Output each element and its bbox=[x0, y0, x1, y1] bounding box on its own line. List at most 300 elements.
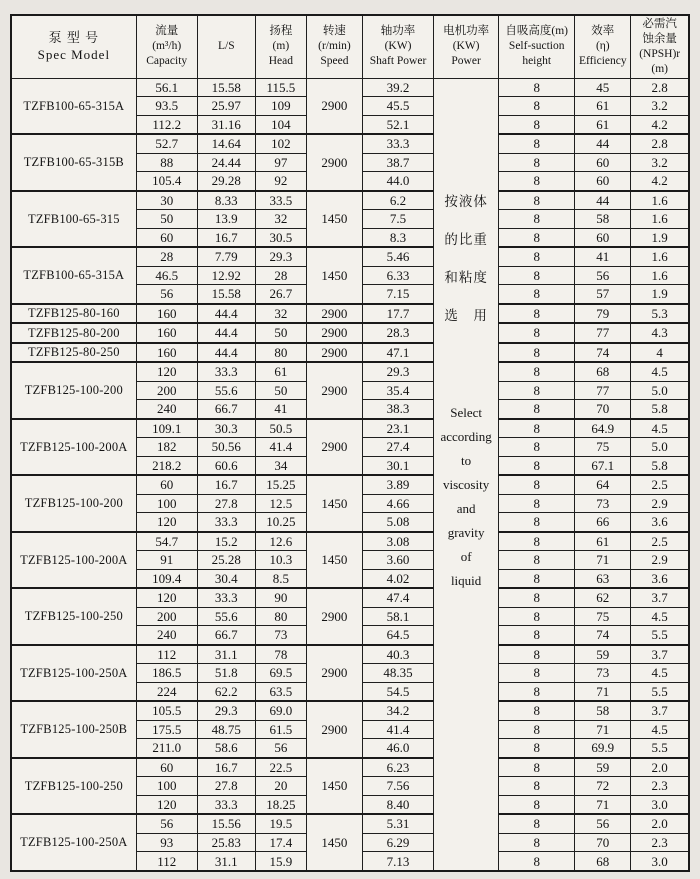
cell-model: TZFB125-100-250B bbox=[11, 701, 136, 757]
cell-suction-height: 8 bbox=[499, 97, 575, 115]
cell-suction-height: 8 bbox=[499, 551, 575, 569]
cell-npsh: 4.3 bbox=[631, 323, 689, 343]
cell-capacity: 56 bbox=[136, 814, 197, 833]
cell-npsh: 4.5 bbox=[631, 607, 689, 625]
cell-model: TZFB125-100-200A bbox=[11, 532, 136, 588]
cell-capacity: 52.7 bbox=[136, 134, 197, 153]
cell-ls: 50.56 bbox=[197, 438, 255, 456]
cell-efficiency: 61 bbox=[575, 532, 631, 551]
cell-suction-height: 8 bbox=[499, 381, 575, 399]
cell-ls: 25.28 bbox=[197, 551, 255, 569]
cell-ls: 66.7 bbox=[197, 400, 255, 419]
cell-ls: 33.3 bbox=[197, 362, 255, 381]
col-header-shaft-power: 轴功率 (KW) Shaft Power bbox=[362, 15, 433, 78]
cell-model: TZFB125-100-200 bbox=[11, 362, 136, 418]
cell-efficiency: 69.9 bbox=[575, 739, 631, 758]
cell-head: 92 bbox=[255, 172, 306, 191]
cell-shaft-power: 8.40 bbox=[362, 795, 433, 814]
cell-npsh: 1.6 bbox=[631, 247, 689, 266]
cell-ls: 33.3 bbox=[197, 513, 255, 532]
cell-efficiency: 77 bbox=[575, 381, 631, 399]
cell-head: 41.4 bbox=[255, 438, 306, 456]
cell-head: 80 bbox=[255, 607, 306, 625]
cell-shaft-power: 4.02 bbox=[362, 569, 433, 588]
cell-suction-height: 8 bbox=[499, 400, 575, 419]
cell-capacity: 175.5 bbox=[136, 720, 197, 738]
cell-ls: 13.9 bbox=[197, 210, 255, 228]
cell-shaft-power: 4.66 bbox=[362, 494, 433, 512]
cell-efficiency: 64 bbox=[575, 475, 631, 494]
cell-suction-height: 8 bbox=[499, 777, 575, 795]
cell-efficiency: 62 bbox=[575, 588, 631, 607]
cell-head: 115.5 bbox=[255, 78, 306, 96]
cell-head: 15.9 bbox=[255, 852, 306, 871]
col-header-suction-height: 自吸高度(m) Self-suction height bbox=[499, 15, 575, 78]
cell-npsh: 4.5 bbox=[631, 664, 689, 682]
cell-ls: 33.3 bbox=[197, 588, 255, 607]
cell-suction-height: 8 bbox=[499, 438, 575, 456]
cell-suction-height: 8 bbox=[499, 682, 575, 701]
cell-npsh: 2.5 bbox=[631, 475, 689, 494]
cell-speed: 2900 bbox=[306, 323, 362, 343]
cell-capacity: 112 bbox=[136, 852, 197, 871]
cell-shaft-power: 39.2 bbox=[362, 78, 433, 96]
cell-speed: 2900 bbox=[306, 304, 362, 324]
cell-ls: 25.97 bbox=[197, 97, 255, 115]
cell-shaft-power: 28.3 bbox=[362, 323, 433, 343]
cell-head: 61 bbox=[255, 362, 306, 381]
cell-capacity: 54.7 bbox=[136, 532, 197, 551]
cell-capacity: 30 bbox=[136, 191, 197, 210]
col-header-npsh: 必需汽 蚀余量 (NPSH)r (m) bbox=[631, 15, 689, 78]
col-header-capacity: 流量 (m³/h) Capacity bbox=[136, 15, 197, 78]
col-header-motor-power: 电机功率 (KW) Power bbox=[434, 15, 499, 78]
cell-suction-height: 8 bbox=[499, 532, 575, 551]
cell-npsh: 3.2 bbox=[631, 153, 689, 171]
cell-shaft-power: 47.1 bbox=[362, 343, 433, 363]
cell-shaft-power: 23.1 bbox=[362, 419, 433, 438]
cell-capacity: 160 bbox=[136, 343, 197, 363]
cell-shaft-power: 47.4 bbox=[362, 588, 433, 607]
cell-ls: 31.16 bbox=[197, 115, 255, 134]
table-row bbox=[11, 247, 689, 266]
cell-head: 50 bbox=[255, 381, 306, 399]
cell-head: 73 bbox=[255, 626, 306, 645]
cell-ls: 51.8 bbox=[197, 664, 255, 682]
cell-efficiency: 70 bbox=[575, 400, 631, 419]
cell-suction-height: 8 bbox=[499, 247, 575, 266]
cell-suction-height: 8 bbox=[499, 607, 575, 625]
cell-shaft-power: 6.29 bbox=[362, 833, 433, 851]
cell-ls: 48.75 bbox=[197, 720, 255, 738]
cell-npsh: 4.5 bbox=[631, 362, 689, 381]
cell-ls: 24.44 bbox=[197, 153, 255, 171]
cell-suction-height: 8 bbox=[499, 720, 575, 738]
cell-speed: 2900 bbox=[306, 343, 362, 363]
cell-shaft-power: 52.1 bbox=[362, 115, 433, 134]
table-row bbox=[11, 191, 689, 210]
cell-ls: 62.2 bbox=[197, 682, 255, 701]
cell-capacity: 120 bbox=[136, 795, 197, 814]
cell-suction-height: 8 bbox=[499, 814, 575, 833]
cell-efficiency: 70 bbox=[575, 833, 631, 851]
cell-head: 17.4 bbox=[255, 833, 306, 851]
cell-motor-power-note bbox=[434, 78, 499, 871]
table-row bbox=[11, 78, 689, 96]
cell-capacity: 88 bbox=[136, 153, 197, 171]
cell-capacity: 100 bbox=[136, 494, 197, 512]
cell-efficiency: 58 bbox=[575, 701, 631, 720]
cell-npsh: 5.5 bbox=[631, 682, 689, 701]
cell-capacity: 160 bbox=[136, 304, 197, 324]
cell-ls: 15.58 bbox=[197, 285, 255, 304]
cell-shaft-power: 54.5 bbox=[362, 682, 433, 701]
cell-head: 50 bbox=[255, 323, 306, 343]
cell-efficiency: 72 bbox=[575, 777, 631, 795]
cell-npsh: 1.9 bbox=[631, 285, 689, 304]
cell-shaft-power: 38.7 bbox=[362, 153, 433, 171]
cell-head: 56 bbox=[255, 739, 306, 758]
cell-ls: 55.6 bbox=[197, 381, 255, 399]
cell-suction-height: 8 bbox=[499, 228, 575, 247]
cell-ls: 31.1 bbox=[197, 852, 255, 871]
cell-model: TZFB125-100-250 bbox=[11, 758, 136, 814]
cell-suction-height: 8 bbox=[499, 115, 575, 134]
cell-ls: 29.3 bbox=[197, 701, 255, 720]
table-row bbox=[11, 304, 689, 324]
cell-head: 80 bbox=[255, 343, 306, 363]
cell-efficiency: 44 bbox=[575, 134, 631, 153]
cell-suction-height: 8 bbox=[499, 833, 575, 851]
cell-capacity: 100 bbox=[136, 777, 197, 795]
cell-head: 32 bbox=[255, 304, 306, 324]
cell-npsh: 5.5 bbox=[631, 739, 689, 758]
cell-shaft-power: 7.15 bbox=[362, 285, 433, 304]
cell-ls: 8.33 bbox=[197, 191, 255, 210]
cell-shaft-power: 6.23 bbox=[362, 758, 433, 777]
cell-shaft-power: 58.1 bbox=[362, 607, 433, 625]
table-body bbox=[11, 78, 689, 871]
cell-ls: 27.8 bbox=[197, 494, 255, 512]
cell-npsh: 5.8 bbox=[631, 400, 689, 419]
cell-npsh: 5.0 bbox=[631, 381, 689, 399]
cell-capacity: 109.4 bbox=[136, 569, 197, 588]
cell-efficiency: 59 bbox=[575, 645, 631, 664]
cell-shaft-power: 27.4 bbox=[362, 438, 433, 456]
cell-head: 109 bbox=[255, 97, 306, 115]
pump-spec-table bbox=[10, 14, 690, 872]
cell-npsh: 3.2 bbox=[631, 97, 689, 115]
cell-efficiency: 71 bbox=[575, 720, 631, 738]
cell-npsh: 5.8 bbox=[631, 456, 689, 475]
cell-efficiency: 74 bbox=[575, 343, 631, 363]
cell-capacity: 56 bbox=[136, 285, 197, 304]
cell-speed: 1450 bbox=[306, 191, 362, 247]
cell-suction-height: 8 bbox=[499, 210, 575, 228]
cell-speed: 1450 bbox=[306, 475, 362, 531]
cell-head: 69.5 bbox=[255, 664, 306, 682]
cell-capacity: 112 bbox=[136, 645, 197, 664]
cell-head: 30.5 bbox=[255, 228, 306, 247]
cell-capacity: 56.1 bbox=[136, 78, 197, 96]
cell-npsh: 2.0 bbox=[631, 758, 689, 777]
cell-shaft-power: 48.35 bbox=[362, 664, 433, 682]
cell-speed: 1450 bbox=[306, 247, 362, 303]
cell-model: TZFB100-65-315A bbox=[11, 247, 136, 303]
cell-ls: 16.7 bbox=[197, 758, 255, 777]
cell-shaft-power: 3.89 bbox=[362, 475, 433, 494]
cell-capacity: 120 bbox=[136, 362, 197, 381]
table-row bbox=[11, 532, 689, 551]
header-row bbox=[11, 15, 689, 78]
cell-npsh: 2.5 bbox=[631, 532, 689, 551]
cell-suction-height: 8 bbox=[499, 172, 575, 191]
cell-efficiency: 56 bbox=[575, 266, 631, 284]
cell-capacity: 60 bbox=[136, 475, 197, 494]
cell-efficiency: 71 bbox=[575, 682, 631, 701]
cell-efficiency: 73 bbox=[575, 664, 631, 682]
cell-shaft-power: 5.08 bbox=[362, 513, 433, 532]
cell-npsh: 2.3 bbox=[631, 777, 689, 795]
cell-shaft-power: 8.3 bbox=[362, 228, 433, 247]
cell-npsh: 3.6 bbox=[631, 569, 689, 588]
col-header-speed: 转速 (r/min) Speed bbox=[306, 15, 362, 78]
cell-capacity: 93.5 bbox=[136, 97, 197, 115]
cell-capacity: 112.2 bbox=[136, 115, 197, 134]
col-header-head: 扬程 (m) Head bbox=[255, 15, 306, 78]
cell-suction-height: 8 bbox=[499, 664, 575, 682]
cell-model: TZFB125-100-250A bbox=[11, 645, 136, 701]
cell-ls: 16.7 bbox=[197, 228, 255, 247]
cell-npsh: 1.6 bbox=[631, 191, 689, 210]
cell-efficiency: 73 bbox=[575, 494, 631, 512]
cell-npsh: 4.2 bbox=[631, 115, 689, 134]
cell-ls: 33.3 bbox=[197, 795, 255, 814]
cell-head: 29.3 bbox=[255, 247, 306, 266]
cell-ls: 27.8 bbox=[197, 777, 255, 795]
table-row bbox=[11, 645, 689, 664]
cell-capacity: 105.5 bbox=[136, 701, 197, 720]
power-note-chinese: 按液体 的比重 和粘度 选 用 bbox=[444, 193, 488, 323]
cell-capacity: 109.1 bbox=[136, 419, 197, 438]
cell-model: TZFB125-100-250 bbox=[11, 588, 136, 644]
cell-ls: 7.79 bbox=[197, 247, 255, 266]
cell-suction-height: 8 bbox=[499, 852, 575, 871]
cell-capacity: 160 bbox=[136, 323, 197, 343]
cell-speed: 2900 bbox=[306, 78, 362, 134]
table-row bbox=[11, 343, 689, 363]
cell-shaft-power: 5.46 bbox=[362, 247, 433, 266]
cell-efficiency: 75 bbox=[575, 607, 631, 625]
cell-capacity: 224 bbox=[136, 682, 197, 701]
cell-speed: 2900 bbox=[306, 419, 362, 475]
cell-capacity: 50 bbox=[136, 210, 197, 228]
cell-head: 78 bbox=[255, 645, 306, 664]
cell-shaft-power: 33.3 bbox=[362, 134, 433, 153]
cell-suction-height: 8 bbox=[499, 513, 575, 532]
cell-head: 20 bbox=[255, 777, 306, 795]
cell-ls: 31.1 bbox=[197, 645, 255, 664]
cell-shaft-power: 3.60 bbox=[362, 551, 433, 569]
cell-suction-height: 8 bbox=[499, 626, 575, 645]
cell-npsh: 5.3 bbox=[631, 304, 689, 324]
cell-efficiency: 60 bbox=[575, 228, 631, 247]
cell-efficiency: 56 bbox=[575, 814, 631, 833]
cell-ls: 44.4 bbox=[197, 304, 255, 324]
cell-npsh: 4 bbox=[631, 343, 689, 363]
cell-suction-height: 8 bbox=[499, 739, 575, 758]
col-header-ls: L/S bbox=[197, 15, 255, 78]
cell-capacity: 120 bbox=[136, 588, 197, 607]
cell-npsh: 2.9 bbox=[631, 551, 689, 569]
cell-suction-height: 8 bbox=[499, 475, 575, 494]
cell-ls: 30.4 bbox=[197, 569, 255, 588]
cell-suction-height: 8 bbox=[499, 304, 575, 324]
cell-shaft-power: 34.2 bbox=[362, 701, 433, 720]
cell-shaft-power: 30.1 bbox=[362, 456, 433, 475]
cell-speed: 1450 bbox=[306, 532, 362, 588]
cell-suction-height: 8 bbox=[499, 343, 575, 363]
cell-npsh: 5.5 bbox=[631, 626, 689, 645]
cell-suction-height: 8 bbox=[499, 569, 575, 588]
cell-shaft-power: 46.0 bbox=[362, 739, 433, 758]
cell-shaft-power: 7.5 bbox=[362, 210, 433, 228]
cell-npsh: 2.3 bbox=[631, 833, 689, 851]
cell-head: 12.6 bbox=[255, 532, 306, 551]
cell-suction-height: 8 bbox=[499, 266, 575, 284]
cell-efficiency: 68 bbox=[575, 852, 631, 871]
cell-efficiency: 79 bbox=[575, 304, 631, 324]
cell-shaft-power: 17.7 bbox=[362, 304, 433, 324]
cell-shaft-power: 64.5 bbox=[362, 626, 433, 645]
cell-shaft-power: 45.5 bbox=[362, 97, 433, 115]
cell-capacity: 240 bbox=[136, 626, 197, 645]
cell-suction-height: 8 bbox=[499, 285, 575, 304]
cell-efficiency: 63 bbox=[575, 569, 631, 588]
cell-suction-height: 8 bbox=[499, 758, 575, 777]
cell-efficiency: 68 bbox=[575, 362, 631, 381]
cell-efficiency: 66 bbox=[575, 513, 631, 532]
cell-capacity: 218.2 bbox=[136, 456, 197, 475]
cell-npsh: 4.5 bbox=[631, 419, 689, 438]
power-note-english: Select according to viscosity and gravity of liquid bbox=[440, 404, 492, 588]
cell-speed: 2900 bbox=[306, 701, 362, 757]
cell-suction-height: 8 bbox=[499, 323, 575, 343]
cell-efficiency: 75 bbox=[575, 438, 631, 456]
cell-head: 34 bbox=[255, 456, 306, 475]
cell-suction-height: 8 bbox=[499, 456, 575, 475]
cell-shaft-power: 41.4 bbox=[362, 720, 433, 738]
cell-suction-height: 8 bbox=[499, 419, 575, 438]
cell-head: 41 bbox=[255, 400, 306, 419]
cell-ls: 60.6 bbox=[197, 456, 255, 475]
cell-shaft-power: 29.3 bbox=[362, 362, 433, 381]
cell-head: 12.5 bbox=[255, 494, 306, 512]
cell-head: 63.5 bbox=[255, 682, 306, 701]
cell-efficiency: 71 bbox=[575, 795, 631, 814]
cell-shaft-power: 38.3 bbox=[362, 400, 433, 419]
table-row bbox=[11, 758, 689, 777]
table-row bbox=[11, 701, 689, 720]
table-row bbox=[11, 814, 689, 833]
cell-ls: 14.64 bbox=[197, 134, 255, 153]
cell-model: TZFB125-80-200 bbox=[11, 323, 136, 343]
cell-efficiency: 41 bbox=[575, 247, 631, 266]
cell-suction-height: 8 bbox=[499, 191, 575, 210]
table-row bbox=[11, 134, 689, 153]
cell-npsh: 3.7 bbox=[631, 588, 689, 607]
cell-capacity: 60 bbox=[136, 758, 197, 777]
cell-head: 97 bbox=[255, 153, 306, 171]
cell-speed: 1450 bbox=[306, 814, 362, 871]
cell-capacity: 91 bbox=[136, 551, 197, 569]
cell-head: 61.5 bbox=[255, 720, 306, 738]
cell-shaft-power: 35.4 bbox=[362, 381, 433, 399]
cell-head: 19.5 bbox=[255, 814, 306, 833]
cell-npsh: 2.9 bbox=[631, 494, 689, 512]
cell-model: TZFB100-65-315 bbox=[11, 191, 136, 247]
cell-head: 33.5 bbox=[255, 191, 306, 210]
cell-npsh: 2.8 bbox=[631, 134, 689, 153]
cell-suction-height: 8 bbox=[499, 795, 575, 814]
cell-speed: 2900 bbox=[306, 362, 362, 418]
cell-capacity: 46.5 bbox=[136, 266, 197, 284]
cell-efficiency: 64.9 bbox=[575, 419, 631, 438]
cell-efficiency: 71 bbox=[575, 551, 631, 569]
cell-ls: 15.58 bbox=[197, 78, 255, 96]
cell-shaft-power: 7.56 bbox=[362, 777, 433, 795]
cell-speed: 2900 bbox=[306, 645, 362, 701]
cell-head: 28 bbox=[255, 266, 306, 284]
cell-head: 102 bbox=[255, 134, 306, 153]
table-row bbox=[11, 475, 689, 494]
cell-model: TZFB125-100-200A bbox=[11, 419, 136, 475]
cell-capacity: 182 bbox=[136, 438, 197, 456]
cell-head: 15.25 bbox=[255, 475, 306, 494]
cell-ls: 44.4 bbox=[197, 323, 255, 343]
cell-head: 32 bbox=[255, 210, 306, 228]
cell-npsh: 2.0 bbox=[631, 814, 689, 833]
cell-npsh: 3.0 bbox=[631, 852, 689, 871]
cell-ls: 55.6 bbox=[197, 607, 255, 625]
cell-capacity: 105.4 bbox=[136, 172, 197, 191]
cell-head: 8.5 bbox=[255, 569, 306, 588]
cell-model: TZFB125-80-160 bbox=[11, 304, 136, 324]
cell-model: TZFB125-80-250 bbox=[11, 343, 136, 363]
cell-head: 50.5 bbox=[255, 419, 306, 438]
cell-suction-height: 8 bbox=[499, 153, 575, 171]
cell-efficiency: 67.1 bbox=[575, 456, 631, 475]
cell-suction-height: 8 bbox=[499, 78, 575, 96]
cell-npsh: 1.6 bbox=[631, 210, 689, 228]
cell-capacity: 240 bbox=[136, 400, 197, 419]
cell-capacity: 28 bbox=[136, 247, 197, 266]
cell-speed: 2900 bbox=[306, 588, 362, 644]
cell-npsh: 3.0 bbox=[631, 795, 689, 814]
cell-capacity: 211.0 bbox=[136, 739, 197, 758]
cell-shaft-power: 44.0 bbox=[362, 172, 433, 191]
cell-efficiency: 61 bbox=[575, 115, 631, 134]
cell-head: 69.0 bbox=[255, 701, 306, 720]
cell-npsh: 2.8 bbox=[631, 78, 689, 96]
cell-npsh: 3.6 bbox=[631, 513, 689, 532]
cell-head: 22.5 bbox=[255, 758, 306, 777]
cell-model: TZFB100-65-315A bbox=[11, 78, 136, 134]
cell-ls: 44.4 bbox=[197, 343, 255, 363]
cell-capacity: 186.5 bbox=[136, 664, 197, 682]
cell-shaft-power: 6.2 bbox=[362, 191, 433, 210]
cell-suction-height: 8 bbox=[499, 588, 575, 607]
